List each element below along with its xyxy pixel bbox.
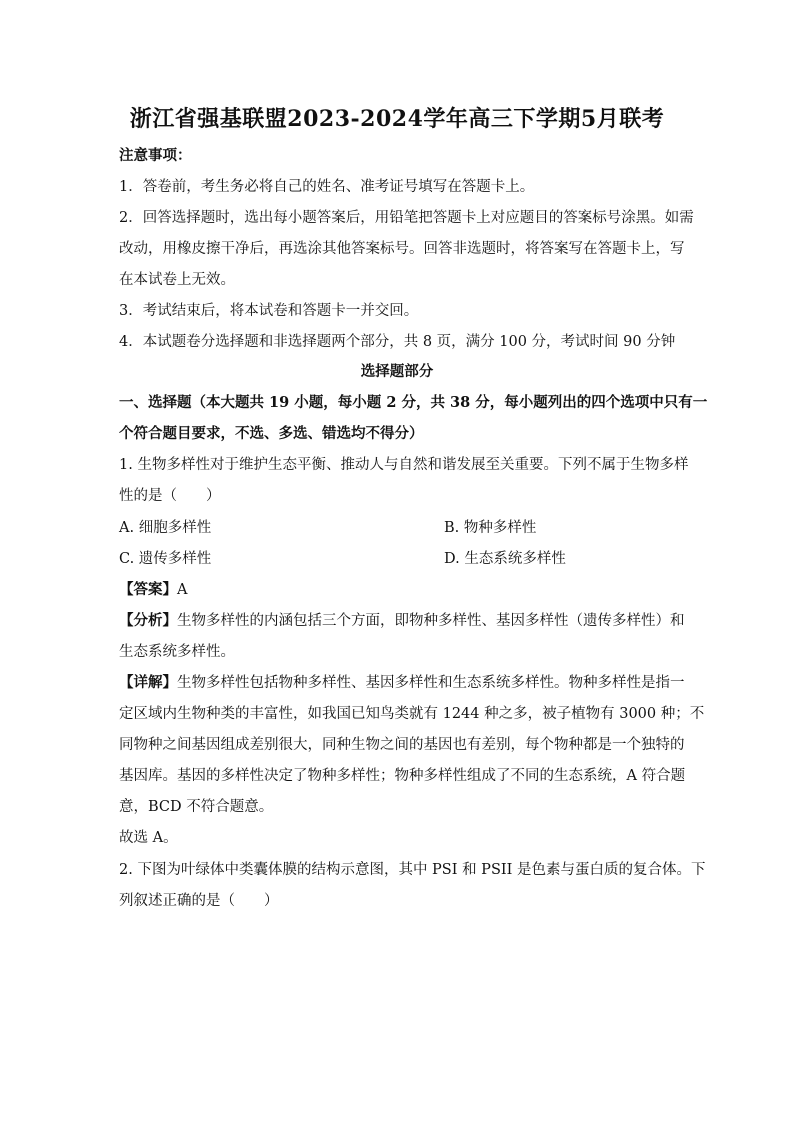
q1-option-a: A. 细胞多样性: [119, 520, 212, 536]
part-one-heading: 一、选择题（本大题共 19 小题，每小题 2 分，共 38 分，每小题列出的四个选项中只有一: [119, 394, 708, 411]
q1-detail-line-3: 同物种之间基因组成差别很大，同种生物之间的基因也有差别，每个物种都是一个独特的: [119, 737, 685, 753]
analysis-text: 生物多样性的内涵包括三个方面，即物种多样性、基因多样性（遗传多样性）和: [177, 613, 685, 629]
q1-answer: [119, 580, 679, 600]
q2-stem: 2. 下图为叶绿体中类囊体膜的结构示意图，其中 PSI 和 PSII 是色素与蛋白质的复合体。下: [119, 862, 706, 878]
notice-item-4: 4．本试题卷分选择题和非选择题两个部分，共 8 页，满分 100 分，考试时间 90 分钟: [119, 334, 676, 350]
notice-item-2: 2．回答选择题时，选出每小题答案后，用铅笔把答题卡上对应题目的答案标号涂黑。如需: [119, 210, 694, 226]
q1-stem: 1. 生物多样性对于维护生态平衡、推动人与自然和谐发展至关重要。下列不属于生物多样: [119, 457, 689, 473]
page-title: 浙江省强基联盟2023-2024学年高三下学期5月联考: [129, 106, 665, 132]
answer-value: A: [177, 582, 188, 598]
q1-detail: [119, 673, 685, 693]
notice-item-2-cont: 改动，用橡皮擦干净后，再选涂其他答案标号。回答非选题时，将答案写在答题卡上，写: [119, 241, 685, 257]
q2-stem-cont: 列叙述正确的是（ ）: [119, 893, 279, 909]
part-one-heading-cont: 个符合题目要求，不选、多选、错选均不得分）: [119, 425, 424, 442]
q1-detail-line-5: 意，BCD 不符合题意。: [119, 799, 274, 815]
q1-conclusion: 故选 A。: [119, 830, 178, 846]
q1-detail-line-2: 定区域内生物种类的丰富性，如我国已知鸟类就有 1244 种之多，被子植物有 3000 种；不: [119, 706, 705, 722]
q1-stem-cont: 性的是（ ）: [119, 488, 221, 504]
q1-option-d: D. 生态系统多样性: [444, 551, 566, 567]
detail-label: 【详解】: [119, 674, 177, 691]
section-title: 选择题部分: [360, 363, 434, 380]
analysis-label: 【分析】: [119, 612, 177, 629]
notice-item-3: 3．考试结束后，将本试卷和答题卡一并交回。: [119, 303, 419, 319]
answer-label: 【答案】: [119, 581, 177, 598]
notice-heading: 注意事项：: [119, 147, 192, 164]
q1-option-b: B. 物种多样性: [444, 520, 537, 536]
q1-detail-line-4: 基因库。基因的多样性决定了物种多样性；物种多样性组成了不同的生态系统，A 符合题: [119, 768, 686, 784]
detail-text: 生物多样性包括物种多样性、基因多样性和生态系统多样性。物种多样性是指一: [177, 675, 685, 691]
q1-analysis-cont: 生态系统多样性。: [119, 644, 235, 660]
notice-item-1: 1．答卷前，考生务必将自己的姓名、准考证号填写在答题卡上。: [119, 179, 535, 195]
q1-option-c: C. 遗传多样性: [119, 551, 212, 567]
notice-item-2-end: 在本试卷上无效。: [119, 272, 235, 288]
q1-analysis: [119, 611, 685, 631]
